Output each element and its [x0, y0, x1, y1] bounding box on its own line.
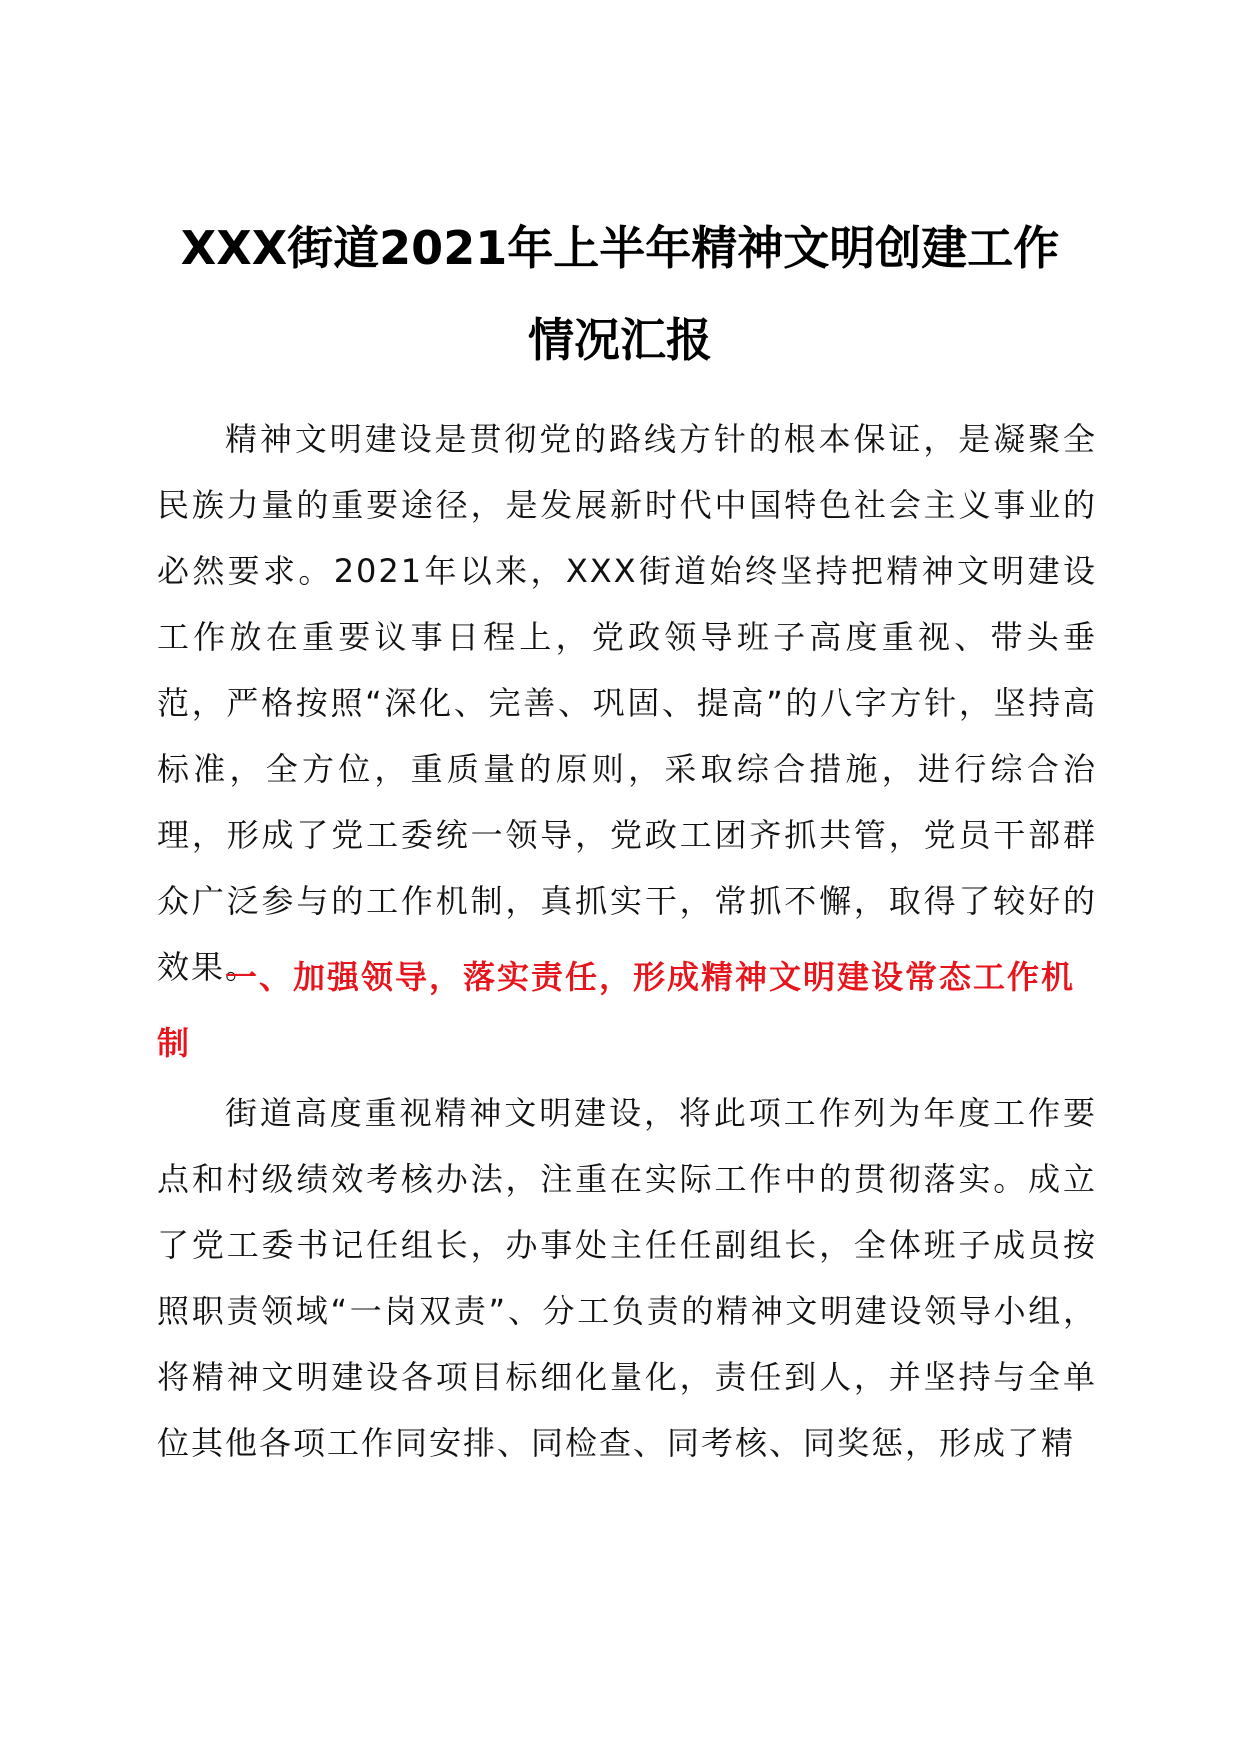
section-1-paragraph: 街道高度重视精神文明建设，将此项工作列为年度工作要点和村级绩效考核办法，注重在实际工作中的贯彻落实。成立了党工委书记任组长，办事处主任任副组长，全体班子成员按照职责领域“一岗双责”、分工负责的精神文明建设领导小组，将精神文明建设各项目标细化量化，责任到人，并坚持与全单位其他各项工作同安排、同检查、同考核、同奖惩，形成了精	[157, 1094, 1097, 1462]
document-title-line2: 情况汇报	[528, 313, 712, 367]
intro-paragraph: 精神文明建设是贯彻党的路线方针的根本保证，是凝聚全民族力量的重要途径，是发展新时代中国特色社会主义事业的必然要求。2021年以来，XXX街道始终坚持把精神文明建设工作放在重要议事日程上，党政领导班子高度重视、带头垂范，严格按照“深化、完善、巩固、提高”的八字方针，坚持高标准，全方位，重质量的原则，采取综合措施，进行综合治理，形成了党工委统一领导，党政工团齐抓共管，党员干部群众广泛参与的工作机制，真抓实干，常抓不懈，取得了较好的效果。	[157, 420, 1097, 986]
section-heading-1: 一、加强领导，落实责任，形成精神文明建设常态工作机制	[157, 958, 1076, 1062]
document-title-line1: XXX街道2021年上半年精神文明创建工作	[180, 221, 1060, 275]
